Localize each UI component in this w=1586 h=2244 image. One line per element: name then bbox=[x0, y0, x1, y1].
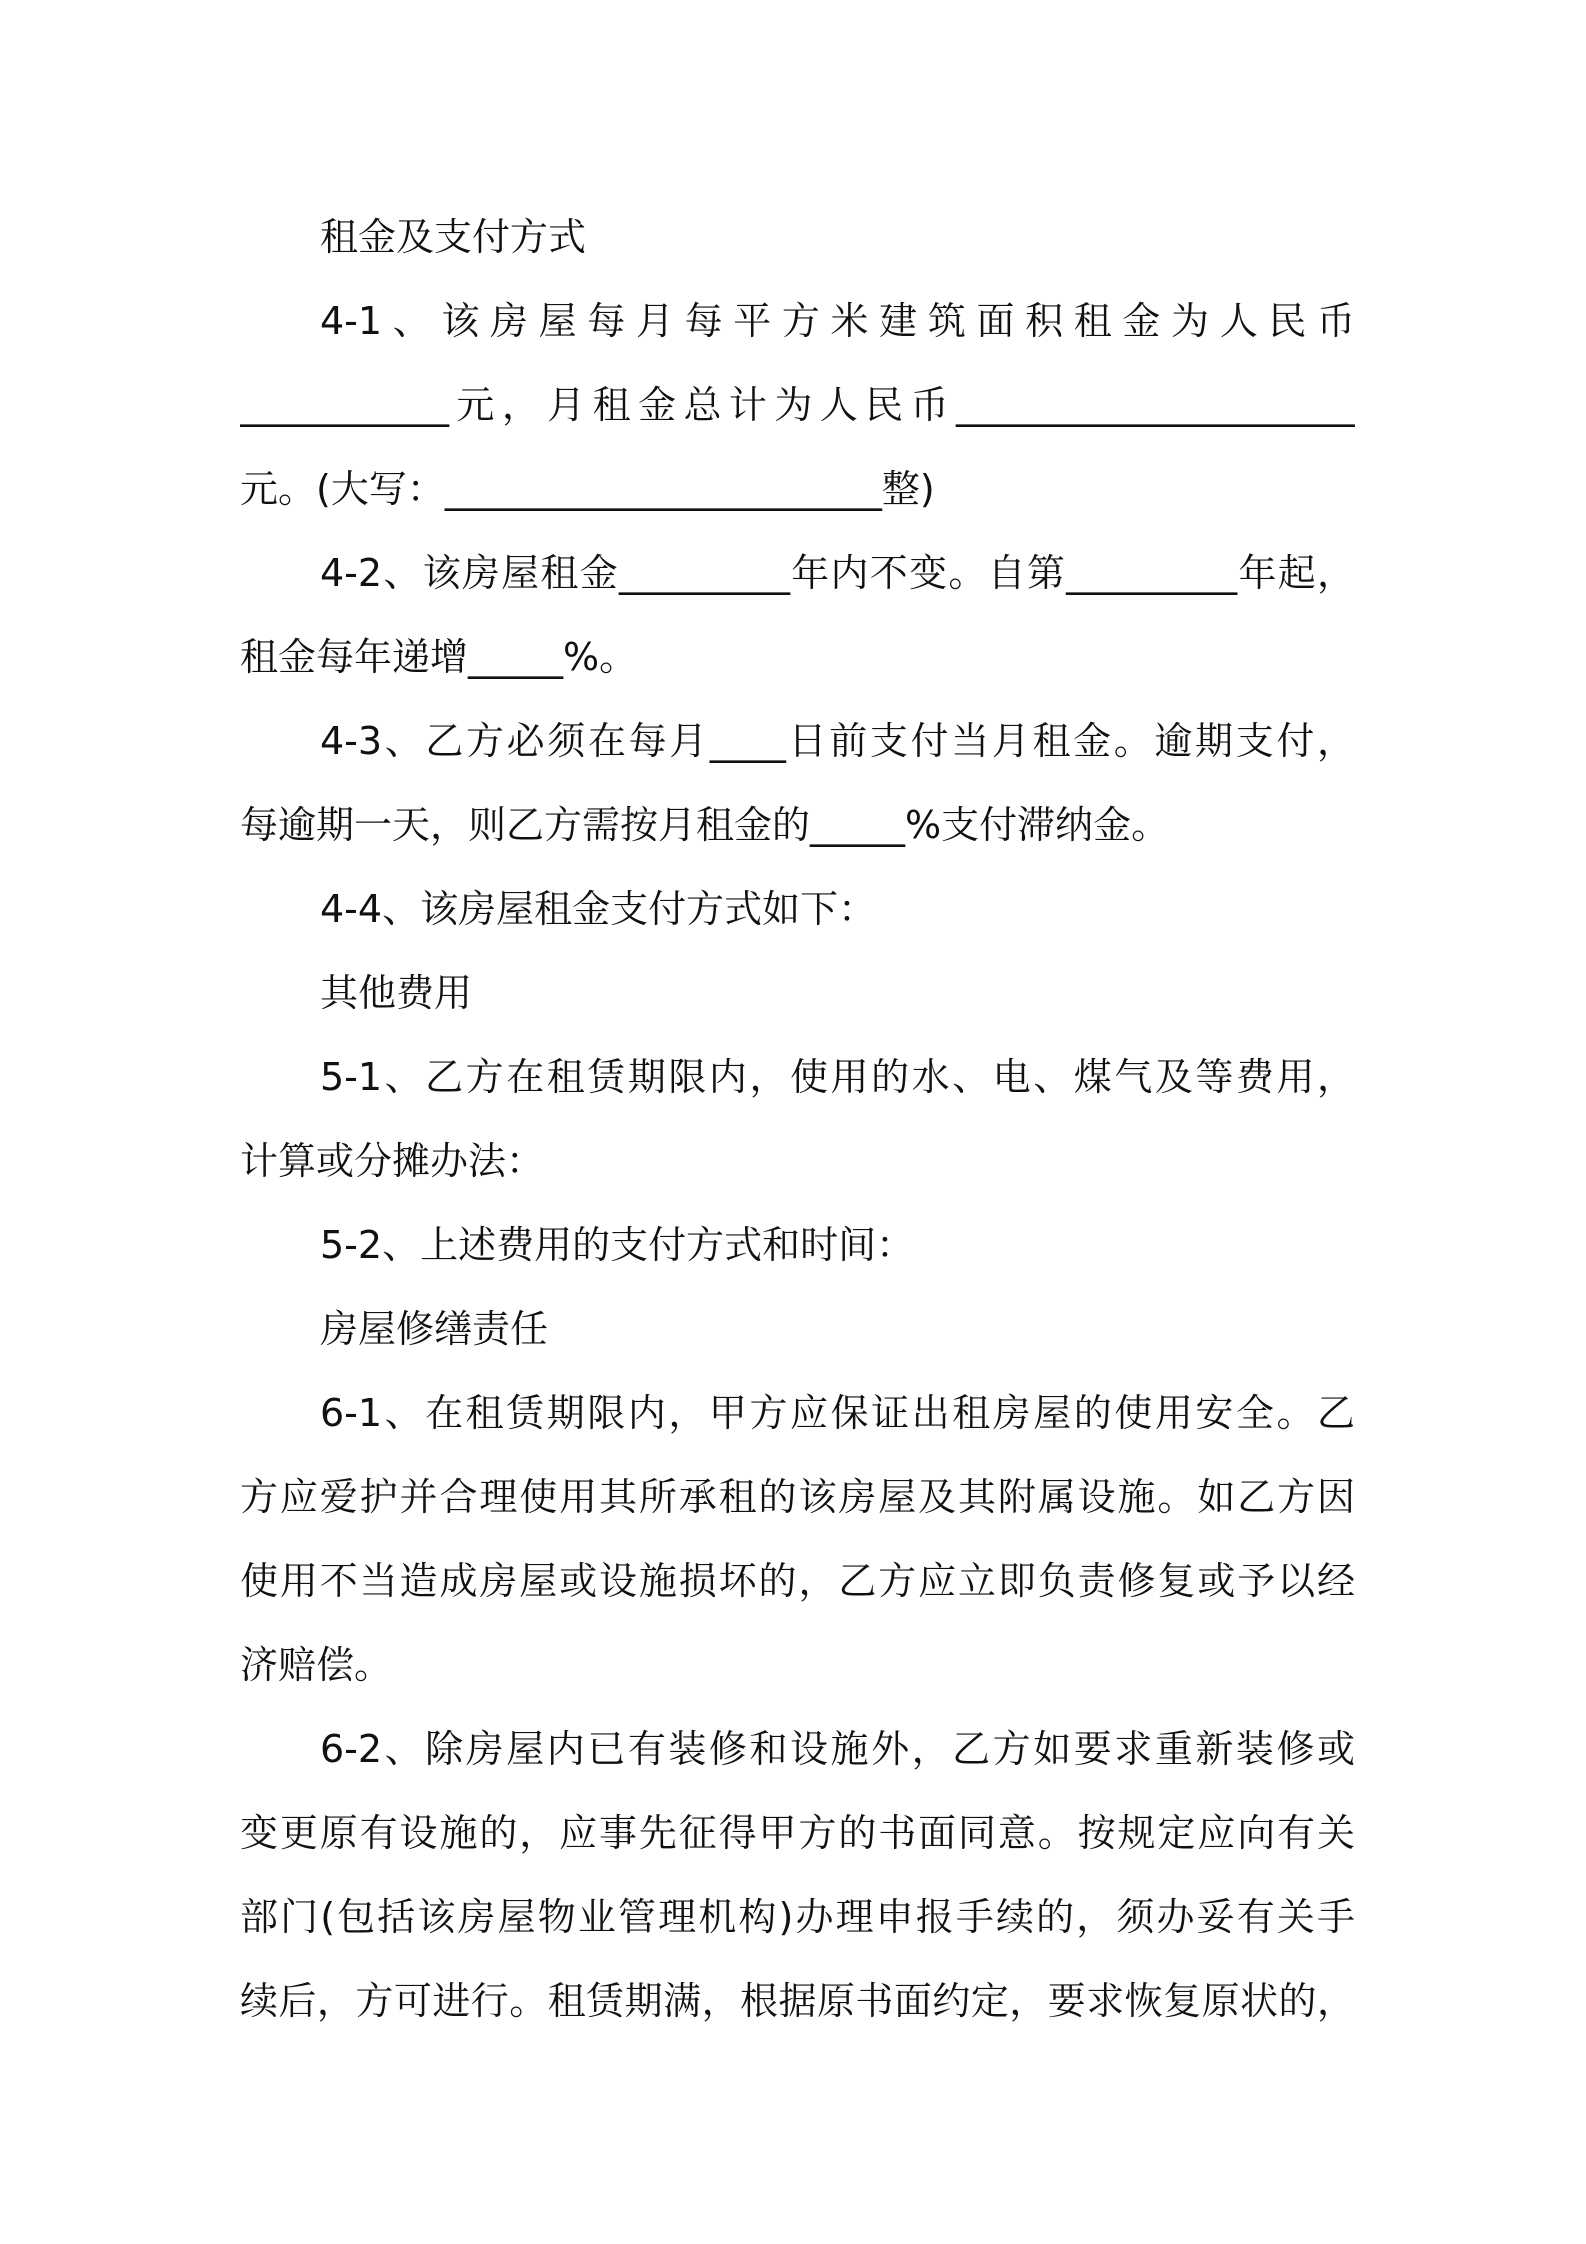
clause-5-2: 5-2、上述费用的支付方式和时间： bbox=[320, 1223, 915, 1267]
clause-6-2-line-3: 部门(包括该房屋物业管理机构)办理申报手续的，须办妥有关手 bbox=[240, 1895, 1355, 1939]
clause-6-1-line-3: 使用不当造成房屋或设施损坏的，乙方应立即负责修复或予以经 bbox=[240, 1559, 1355, 1603]
clause-5-1-line-2: 计算或分摊办法： bbox=[240, 1139, 545, 1183]
clause-6-2-line-1: 6-2、除房屋内已有装修和设施外，乙方如要求重新装修或 bbox=[320, 1727, 1355, 1771]
clause-4-4: 4-4、该房屋租金支付方式如下： bbox=[320, 887, 877, 931]
clause-5-1-line-1: 5-1、乙方在租赁期限内，使用的水、电、煤气及等费用， bbox=[320, 1055, 1355, 1099]
clause-6-2-line-4: 续后，方可进行。租赁期满，根据原书面约定，要求恢复原状的， bbox=[240, 1979, 1355, 2023]
section-heading-other-fees: 其他费用 bbox=[320, 971, 473, 1015]
clause-6-1-line-4: 济赔偿。 bbox=[240, 1643, 393, 1687]
clause-4-1-line-2: ___________元，月租金总计为人民币_____________________ bbox=[240, 383, 1355, 427]
clause-4-1-line-3: 元。(大写：_______________________整) bbox=[240, 467, 935, 511]
clause-4-2-line-1: 4-2、该房屋租金_________年内不变。自第_________年起， bbox=[320, 551, 1355, 595]
clause-4-2-line-2: 租金每年递增_____%。 bbox=[240, 635, 638, 679]
clause-6-1-line-1: 6-1、在租赁期限内，甲方应保证出租房屋的使用安全。乙 bbox=[320, 1391, 1355, 1435]
section-heading-rent: 租金及支付方式 bbox=[320, 215, 587, 259]
clause-6-2-line-2: 变更原有设施的，应事先征得甲方的书面同意。按规定应向有关 bbox=[240, 1811, 1355, 1855]
clause-4-3-line-2: 每逾期一天，则乙方需按月租金的_____%支付滞纳金。 bbox=[240, 803, 1170, 847]
clause-4-1-line-1: 4-1、该房屋每月每平方米建筑面积租金为人民币 bbox=[320, 299, 1355, 343]
document-body bbox=[240, 195, 1355, 2043]
clause-6-1-line-2: 方应爱护并合理使用其所承租的该房屋及其附属设施。如乙方因 bbox=[240, 1475, 1355, 1519]
clause-4-3-line-1: 4-3、乙方必须在每月____日前支付当月租金。逾期支付， bbox=[320, 719, 1355, 763]
section-heading-repair: 房屋修缮责任 bbox=[320, 1307, 549, 1351]
